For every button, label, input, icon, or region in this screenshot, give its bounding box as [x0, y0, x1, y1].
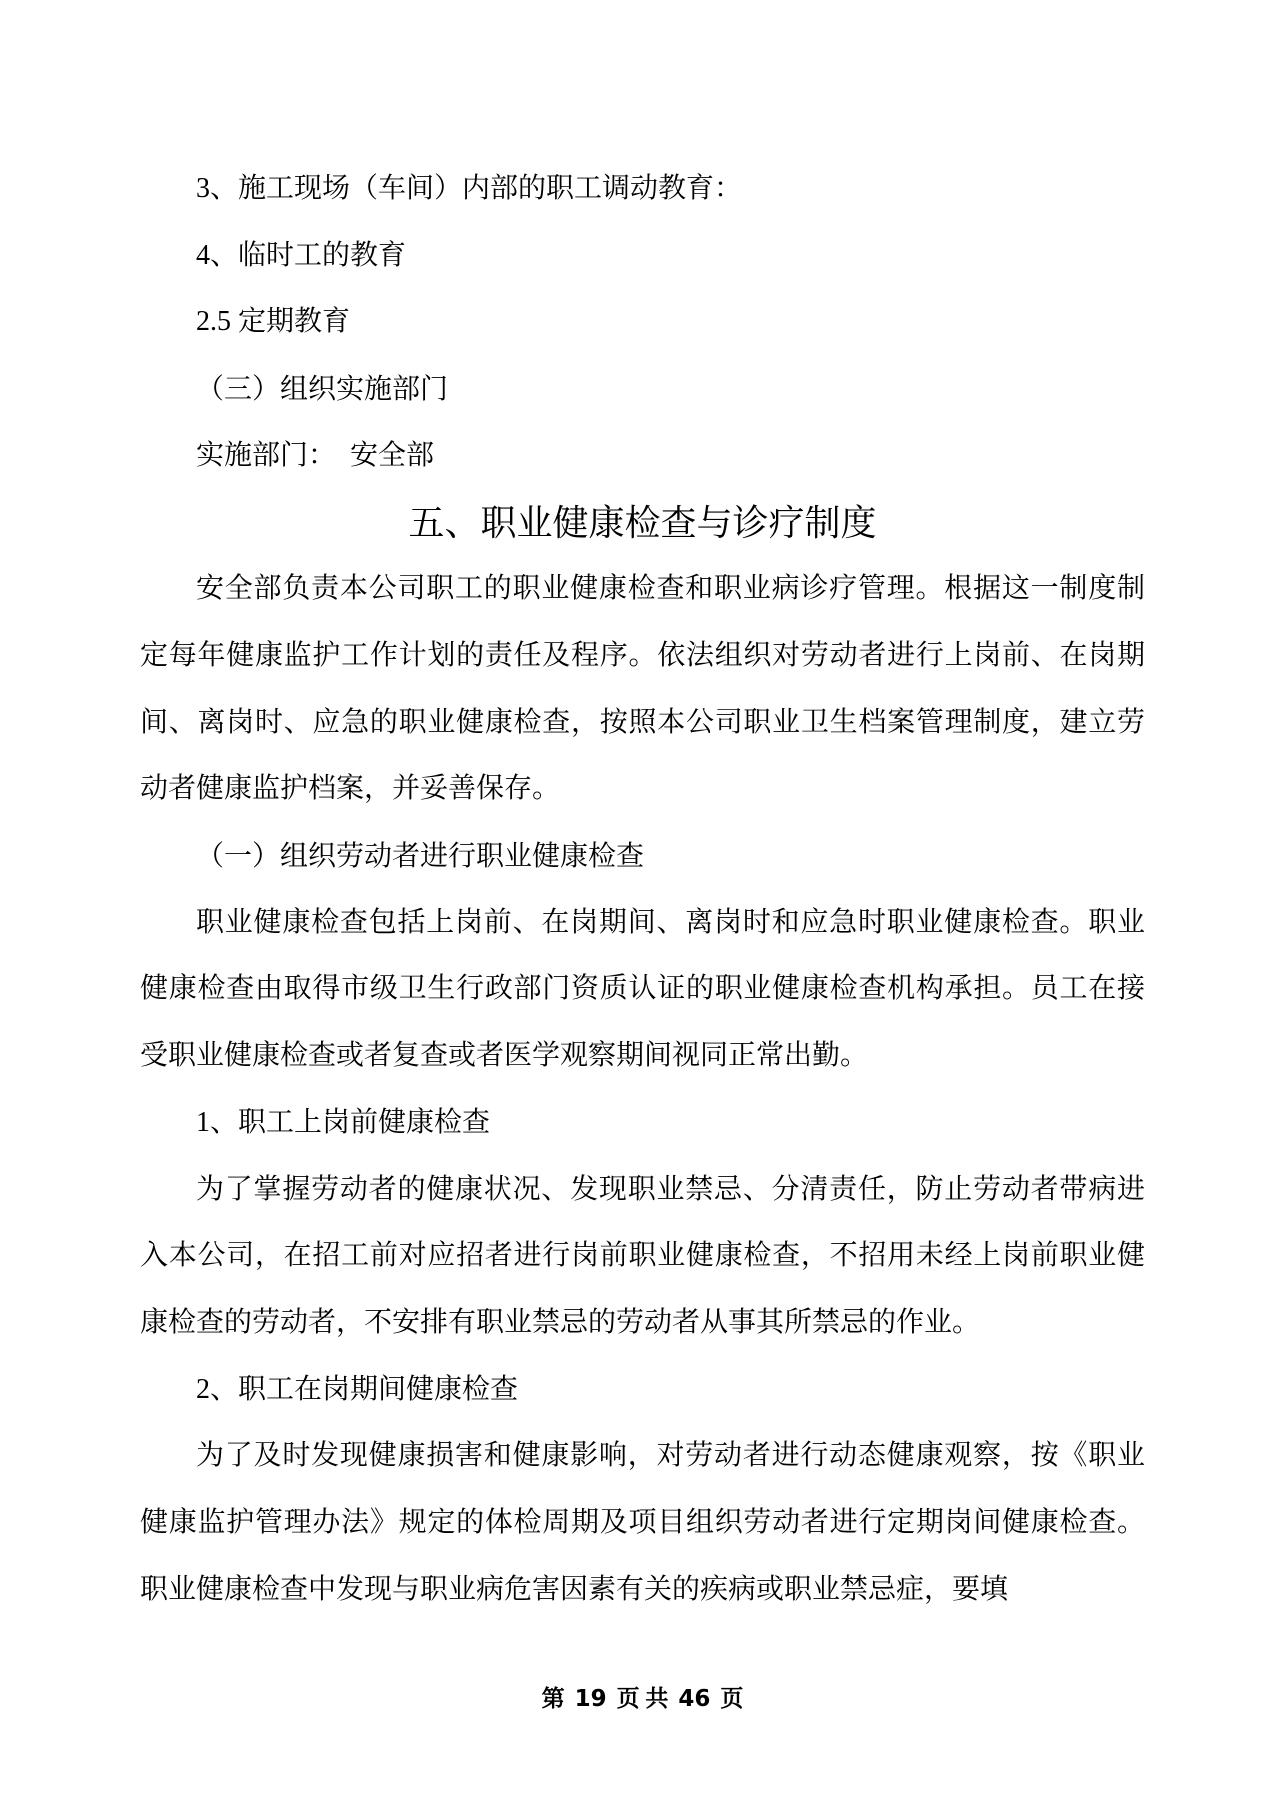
- list-item-1-pre-job-check: 1、职工上岗前健康检查: [196, 1106, 491, 1138]
- footer-label-prefix: 第: [541, 1686, 565, 1711]
- paragraph-implementing-department-value: 实施部门： 安全部: [196, 439, 435, 471]
- section-heading-implementing-department: （三）组织实施部门: [196, 373, 449, 405]
- paragraph-check-scope: 职业健康检查包括上岗前、在岗期间、离岗时和应急时职业健康检查。职业健康检查由取得市级卫生行政部门资质认证的职业健康检查机构承担。员工在接受职业健康检查或者复查或者医学观察期间视同正常出勤。: [140, 906, 1145, 1072]
- paragraph-pre-job-check-detail: 为了掌握劳动者的健康状况、发现职业禁忌、分清责任，防止劳动者带病进入本公司，在招工前对应招者进行岗前职业健康检查，不招用未经上岗前职业健康检查的劳动者，不安排有职业禁忌的劳动者从事其所禁忌的作业。: [140, 1173, 1145, 1338]
- paragraph-on-job-check-detail: 为了及时发现健康损害和健康影响，对劳动者进行动态健康观察，按《职业健康监护管理办法》规定的体检周期及项目组织劳动者进行定期岗间健康检查。职业健康检查中发现与职业病危害因素有关的疾病或职业禁忌症，要填: [140, 1440, 1145, 1605]
- footer-label-suffix: 页: [720, 1686, 744, 1711]
- footer-label-middle: 页 共: [616, 1686, 669, 1711]
- document-page: [140, 156, 1145, 1623]
- paragraph-intro: 安全部负责本公司职工的职业健康检查和职业病诊疗管理。根据这一制度制定每年健康监护工作计划的责任及程序。依法组织对劳动者进行上岗前、在岗期间、离岗时、应急的职业健康检查，按照本公司职业卫生档案管理制度，建立劳动者健康监护档案，并妥善保存。: [140, 573, 1145, 805]
- list-item-2-on-job-check: 2、职工在岗期间健康检查: [196, 1373, 519, 1405]
- footer-current-page: 19: [574, 1686, 607, 1712]
- footer-page-number: [140, 1680, 1145, 1713]
- section-heading-organize-health-checks: （一）组织劳动者进行职业健康检查: [196, 840, 645, 872]
- list-item-4-temp-worker-education: 4、临时工的教育: [196, 239, 407, 271]
- footer-total-pages: 46: [678, 1686, 711, 1712]
- list-item-3-transfer-education: 3、施工现场（车间）内部的职工调动教育：: [196, 173, 743, 204]
- list-item-2-5-periodic-education: 2.5 定期教育: [196, 306, 351, 338]
- chapter-title-occupational-health-system: 五、职业健康检查与诊疗制度: [408, 501, 877, 543]
